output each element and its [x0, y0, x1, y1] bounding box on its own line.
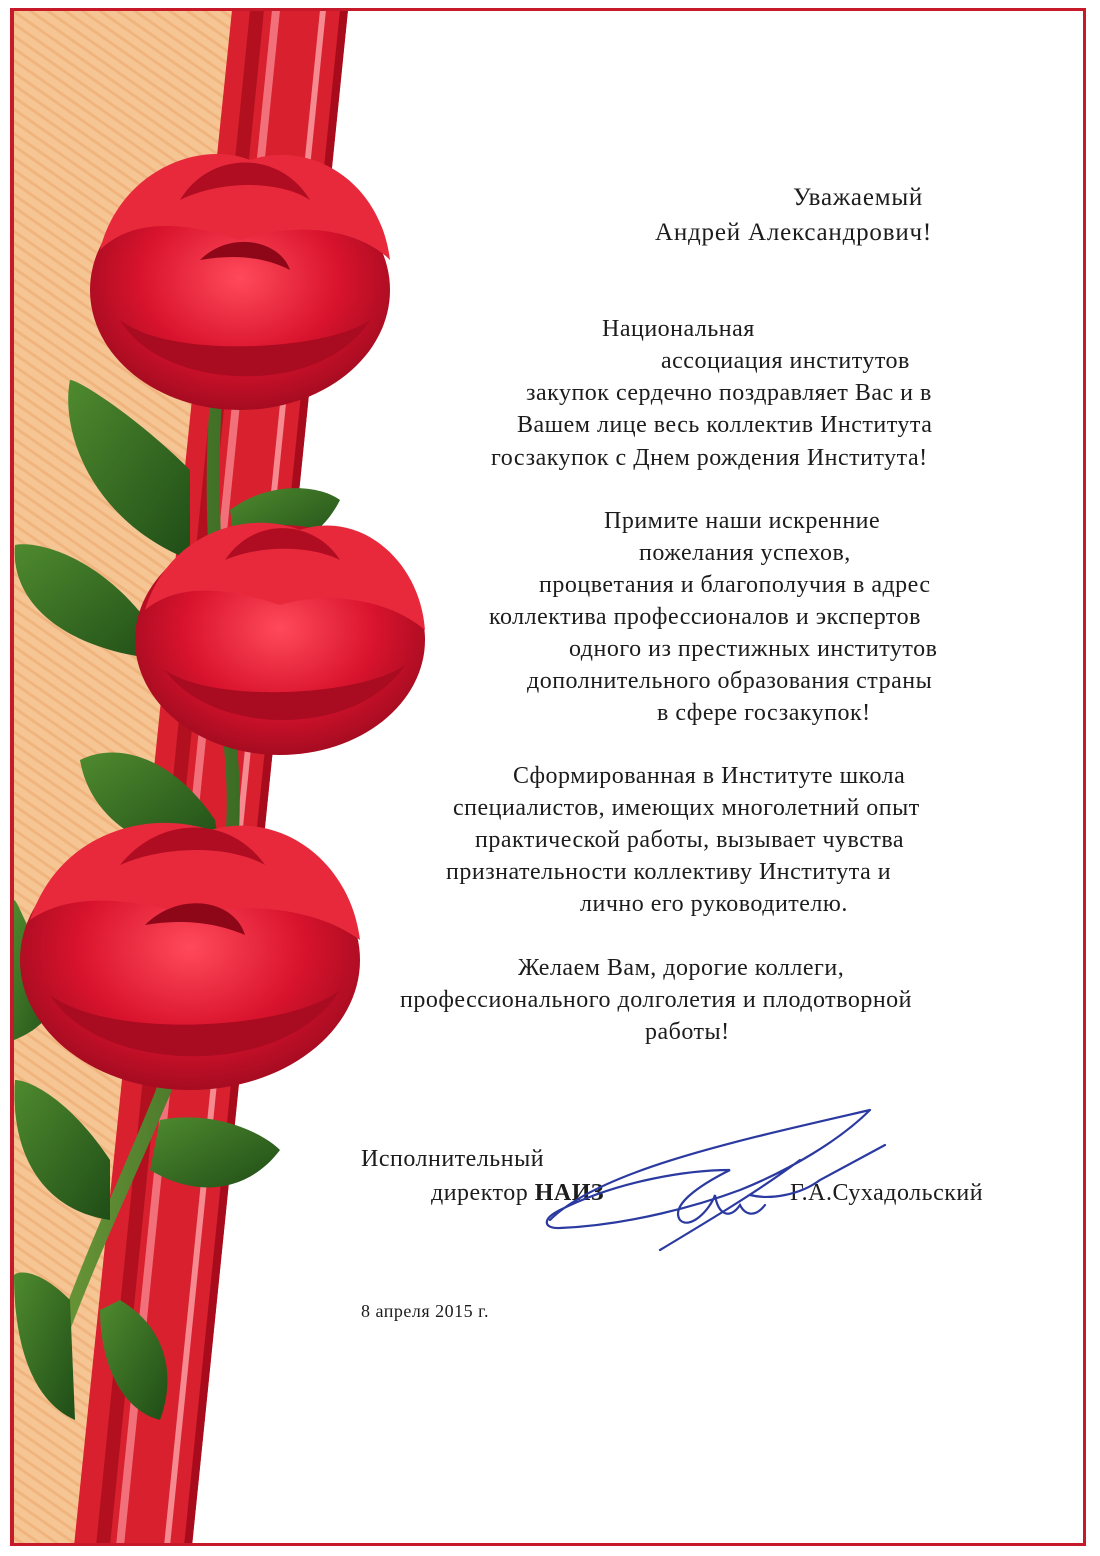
paragraph-1-line-2: ассоциация институтов — [661, 348, 910, 374]
paragraph-3-line-2: специалистов, имеющих многолетний опыт — [453, 795, 920, 821]
paragraph-3-line-3: практической работы, вызывает чувства — [475, 827, 905, 853]
handwritten-signature — [540, 1100, 900, 1260]
signer-title-prefix: директор — [431, 1180, 535, 1206]
paragraph-1-line-5: госзакупок с Днем рождения Института! — [491, 445, 928, 471]
greeting-line-2: Андрей Александрович! — [655, 219, 933, 246]
signer-title-line-1: Исполнительный — [361, 1146, 545, 1172]
paragraph-2-line-2: пожелания успехов, — [639, 540, 851, 566]
paragraph-2-line-7: в сфере госзакупок! — [657, 700, 871, 726]
paragraph-1-line-1: Национальная — [602, 316, 755, 342]
paragraph-2-line-1: Примите наши искренние — [604, 508, 881, 534]
paragraph-3-line-1: Сформированная в Институте школа — [513, 763, 906, 789]
organization-name: НАИЗ — [534, 1180, 605, 1206]
paragraph-1-line-3: закупок сердечно поздравляет Вас и в — [526, 380, 932, 406]
paragraph-2-line-4: коллектива профессионалов и экспертов — [489, 604, 921, 630]
paragraph-4-line-2: профессионального долголетия и плодотворной — [400, 987, 913, 1013]
paragraph-2-line-6: дополнительного образования страны — [527, 668, 933, 694]
paragraph-4-line-1: Желаем Вам, дорогие коллеги, — [518, 955, 845, 981]
letter-date: 8 апреля 2015 г. — [361, 1301, 489, 1321]
paragraph-2-line-5: одного из престижных институтов — [569, 636, 938, 662]
paragraph-1-line-4: Вашем лице весь коллектив Института — [517, 412, 933, 438]
paragraph-3-line-5: лично его руководителю. — [580, 891, 848, 917]
greeting-line-1: Уважаемый — [793, 184, 924, 211]
paragraph-2-line-3: процветания и благополучия в адрес — [539, 572, 931, 598]
paragraph-3-line-4: признательности коллективу Института и — [446, 859, 892, 885]
signer-name: Г.А.Сухадольский — [790, 1180, 984, 1206]
paragraph-4-line-3: работы! — [645, 1019, 730, 1045]
